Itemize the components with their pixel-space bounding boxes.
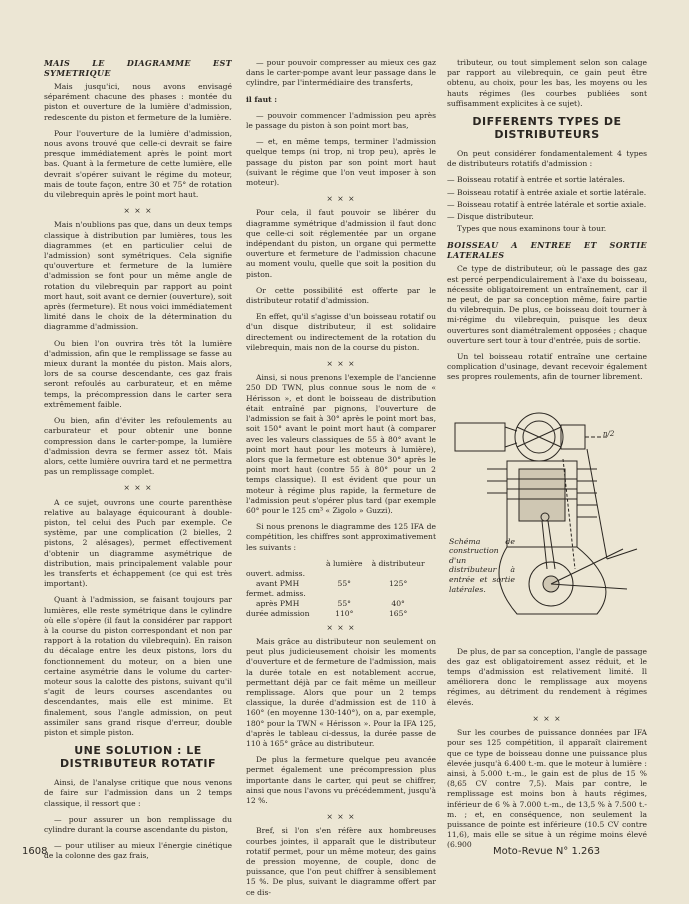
table-cell: 55° bbox=[337, 578, 351, 588]
paragraph: Quant à l'admission, se faisant toujours par lumières, elle reste symétrique dans le cylindre où elle s'opère (il faut la considérer par rapport à la course du piston correspondant et non par rapport à la rotation du vilebrequin). En raison du décalage entre les deux pistons, lors du fonctionnement du moteur, on a bien une certaine asymétrie dans le volume du carter-moteur sous la calotte des pistons, suivant qu'il s'agit de leurs courses ascendantes ou descendantes, mais elle est minime. Et finalement, sous l'angle admission, on peut assimiler sans grand risque d'erreur, double piston et simple piston. bbox=[44, 595, 232, 737]
separator: × × × bbox=[326, 359, 356, 369]
list-item: — Boisseau rotatif à entrée latérale et sortie axiale. bbox=[447, 199, 647, 209]
paragraph: Or cette possibilité est offerte par le distributeur rotatif d'admission. bbox=[246, 285, 436, 306]
paragraph: Ou bien, afin d'éviter les refoulements au carburateur et pour obtenir une bonne compression dans le carter-pompe, la lumière d'admission devra se fermer assez tôt. Mais alors, cette lumière ouvrira tard et ne permettra pas un remplissage complet. bbox=[44, 416, 232, 477]
engine-cutaway-drawing bbox=[447, 389, 647, 639]
speed-label: n/2 bbox=[603, 429, 615, 438]
table-cell: 110° bbox=[335, 608, 354, 618]
column-2 bbox=[246, 58, 436, 904]
paragraph: Ou bien l'on ouvrira très tôt la lumière d'admission, afin que le remplissage se fasse au mieux durant la montée du piston. Mais alors, lors de sa course descendante, ces gaz frais seront refoulés au carburateur, et en même temps, la précompression dans le carter sera extrêmement faible. bbox=[44, 338, 232, 409]
table-row bbox=[246, 609, 430, 619]
paragraph: En effet, qu'il s'agisse d'un boisseau rotatif ou d'un disque distributeur, il est solidaire directement ou indirectement de la rotation du vilebrequin, mais non de la course du piston. bbox=[246, 312, 436, 352]
magazine-issue: Moto-Revue N° 1.263 bbox=[493, 846, 601, 857]
paragraph: Un tel boisseau rotatif entraîne une certaine complication d'usinage, devant recevoir également ses propres roulements, afin de tourner librement. bbox=[447, 352, 647, 382]
table-header: à distributeur bbox=[371, 558, 425, 568]
table-row bbox=[246, 599, 430, 609]
table-cell: 40° bbox=[391, 598, 405, 608]
paragraph: — pour assurer un bon remplissage du cylindre durant la course ascendante du piston, bbox=[44, 814, 232, 834]
paragraph: Bref, si l'on s'en réfère aux hombreuses courbes jointes, il apparaît que le distributeur rotatif permet, pour un même moteur, des gains de pression moyenne, de couple, donc de puissance, que l'on peut chiffrer à sensiblement 15 %. De plus, suivant le diagramme offert par ce dis- bbox=[246, 826, 436, 897]
paragraph: — pouvoir commencer l'admission peu après le passage du piston à son point mort bas, bbox=[246, 110, 436, 131]
column-1 bbox=[44, 58, 232, 868]
paragraph: De plus la fermeture quelque peu avancée permet également une précompression plus importante dans le carter, qui peut se chiffrer, ainsi que nous l'avons vu précédemment, jusqu'à 12 %. bbox=[246, 755, 436, 805]
section-heading: DIFFERENTS TYPES DE DISTRIBUTEURS bbox=[472, 115, 622, 142]
paragraph: tributeur, ou tout simplement selon son calage par rapport au vilebrequin, ce gain peut être obtenu, au choix, pour les bas, les moyens ou les hauts régimes (les courbes publiées sont suffisamment explicites à ce sujet). bbox=[447, 58, 647, 108]
paragraph: — pour pouvoir compresser au mieux ces gaz dans le carter-pompe avant leur passage dans le cylindre, par l'intermédiaire des transferts, bbox=[246, 58, 436, 88]
paragraph: On peut considérer fondamentalement 4 types de distributeurs rotatifs d'admission : bbox=[447, 149, 647, 169]
column-3 bbox=[447, 58, 647, 857]
paragraph: — et, en même temps, terminer l'admission quelque temps (ni trop, ni trop peu), après le passage du piston par son point mort haut (suivant le régime que l'on veut imposer à son moteur). bbox=[246, 137, 436, 188]
list-item: — Disque distributeur. bbox=[447, 212, 534, 222]
figure-caption: Schéma de construction d'un distributeur à entrée et sortie latérales. bbox=[449, 536, 515, 594]
paragraph: Types que nous examinons tour à tour. bbox=[457, 224, 607, 234]
timing-table bbox=[246, 559, 430, 619]
paragraph: Mais n'oublions pas que, dans un deux temps classique à distribution par lumières, tous les diagrammes (et en particulier celui de l'admission) sont symétriques. Cela signifie qu'ouverture et fermeture de la lumière d'admission se font pour un même angle de rotation du vilebrequin par rapport au point mort haut, soit avant ce dernier (ouverture), soit après (fermeture). Et nous voici immédiatement limité dans le choix de la détermination du diagramme d'admission. bbox=[44, 220, 232, 332]
table-row bbox=[246, 569, 430, 579]
paragraph: Ce type de distributeur, où le passage des gaz est percé perpendiculairement à l'axe du boisseau, nécessite obligatoirement un entraînement, car il ne peut, de par sa conception même, faire partie du vilebrequin. De plus, ce boisseau doit tourner à mi-régime du vilebrequin, puisque les deux ouvertures sont diamétralement opposées ; chaque ouverture sert tour à tour d'entrée, puis de sortie. bbox=[447, 264, 647, 345]
separator: × × × bbox=[326, 812, 356, 822]
paragraph: De plus, de par sa conception, l'angle de passage des gaz est obligatoirement assez réduit, et le temps d'admission est relativement limité. Il améliorera donc le remplissage aux moyens régimes, au détriment du rendement à régimes élevés. bbox=[447, 646, 647, 707]
paragraph: A ce sujet, ouvrons une courte parenthèse relative au balayage équicourant à double-piston, tel celui des Puch par exemple. Ce système, par une complication (2 bielles, 2 pistons, 2 alésages), permet effectivement d'obtenir un diagramme asymétrique de distribution, mais principalement valable pour les transferts et échappement (ce qui est très important). bbox=[44, 497, 232, 589]
list-item: — Boisseau rotatif à entrée axiale et sortie latérale. bbox=[447, 187, 647, 197]
paragraph: Sur les courbes de puissance données par IFA pour ses 125 compétition, il apparaît clairement que ce type de boisseau donne une puissance plus élevée jusqu'à 6.400 t.-m. que le moteur à lumière : ainsi, à 5.000 t.-m., le gain est de plus de 15 % (8,65 CV contre 7,5). Mais par contre, le remplissage est moins bon à hauts régimes, inférieur de 6 % à 7.000 t.-m., de 13,5 % à 7.500 t.-m. ; et, en conséquence, non seulement la puissance de pointe est inférieure (10.5 CV contre 11,6), mais elle se situe à un régime moins élevé (6.900 bbox=[447, 728, 647, 850]
section-heading: BOISSEAU A ENTREE ET SORTIE LATERALES bbox=[447, 240, 647, 261]
paragraph: il faut : bbox=[246, 94, 278, 104]
paragraph: Pour cela, il faut pouvoir se libérer du diagramme symétrique d'admission il faut donc que celle-ci soit réglementée par un organe indépendant du piston, un organe qui permette ouverture et fermeture de l'admission chacune au moment voulu, quelle que soit la position du piston. bbox=[246, 208, 436, 279]
table-header-row bbox=[246, 559, 430, 569]
separator: × × × bbox=[123, 206, 153, 216]
paragraph: Mais grâce au distributeur non seulement on peut plus judicieusement choisir les moments d'ouverture et de fermeture de l'admission, mais la durée totale en est notablement accrue, permettant déjà par ce fait même un meilleur remplissage. Alors que pour un 2 temps classique, la durée d'admission est de 110 à 160° (en moyenne 130-140°), on a, par exemple, 180° pour la TWN « Hérisson ». Pour la IFA 125, d'après le tableau ci-dessus, la durée passe de 110 à 165° grâce au distributeur. bbox=[246, 636, 436, 748]
distributor-diagram bbox=[447, 389, 647, 639]
row-label: durée admission bbox=[246, 608, 310, 618]
separator: × × × bbox=[326, 622, 356, 632]
table-header: à lumière bbox=[326, 558, 363, 568]
row-label: avant PMH bbox=[256, 578, 300, 588]
row-label: après PMH bbox=[256, 598, 300, 608]
page-number: 1608 bbox=[22, 846, 48, 857]
paragraph: Si nous prenons le diagramme des 125 IFA de compétition, les chiffres sont approximativement les suivants : bbox=[246, 522, 436, 552]
paragraph: Pour l'ouverture de la lumière d'admission, nous avons trouvé que celle-ci devrait se faire presque immédiatement après le point mort bas. Quant à la fermeture de cette lumière, elle devrait s'opérer suivant le régime du moteur, mais de toute façon, entre 30 et 75° de rotation du vilebrequin après le point mort haut. bbox=[44, 128, 232, 200]
paragraph: Mais jusqu'ici, nous avons envisagé séparément chacune des phases : montée du piston et ouverture de la lumière d'admission, redescente du piston et fermeture de la lumière. bbox=[44, 82, 232, 122]
row-label: ouvert. admiss. bbox=[246, 568, 305, 578]
row-label: fermet. admiss. bbox=[246, 588, 306, 598]
section-heading: UNE SOLUTION : LE DISTRIBUTEUR ROTATIF bbox=[59, 744, 217, 771]
separator: × × × bbox=[326, 194, 356, 204]
table-row bbox=[246, 579, 430, 589]
paragraph: — pour utiliser au mieux l'énergie cinétique de la colonne des gaz frais, bbox=[44, 841, 232, 861]
paragraph: Ainsi, de l'analyse critique que nous venons de faire sur l'admission dans un 2 temps classique, il ressort que : bbox=[44, 778, 232, 808]
paragraph: Ainsi, si nous prenons l'exemple de l'ancienne 250 DD TWN, plus connue sous le nom de « Hérisson », et dont le boisseau de distribution était entraîné par pignons, l'ouverture de l'admission se fait à 30° après le point mort bas, soit 150° avant le point mort haut (à comparer avec les valeurs classiques de 55 à 80° avant le point mort haut pour les moteurs à lumière), alors que la fermeture est obtenue 30° après le point mort haut (contre 55 à 80° pour un 2 temps classique). Il est évident que pour un moteur à régime plus rapide, la fermeture de l'admission peut s'opérer plus tard (par exemple 60° pour le 125 cm³ « Zigolo » Guzzi). bbox=[246, 373, 436, 515]
table-cell: 165° bbox=[388, 608, 408, 618]
table-cell: 55° bbox=[337, 598, 351, 608]
section-heading: MAIS LE DIAGRAMME EST SYMETRIQUE bbox=[44, 58, 232, 78]
table-cell: 125° bbox=[388, 578, 408, 588]
separator: × × × bbox=[123, 483, 153, 493]
separator: × × × bbox=[532, 713, 562, 723]
table-row bbox=[246, 589, 430, 599]
list-item: — Boisseau rotatif à entrée et sortie latérales. bbox=[447, 175, 625, 185]
